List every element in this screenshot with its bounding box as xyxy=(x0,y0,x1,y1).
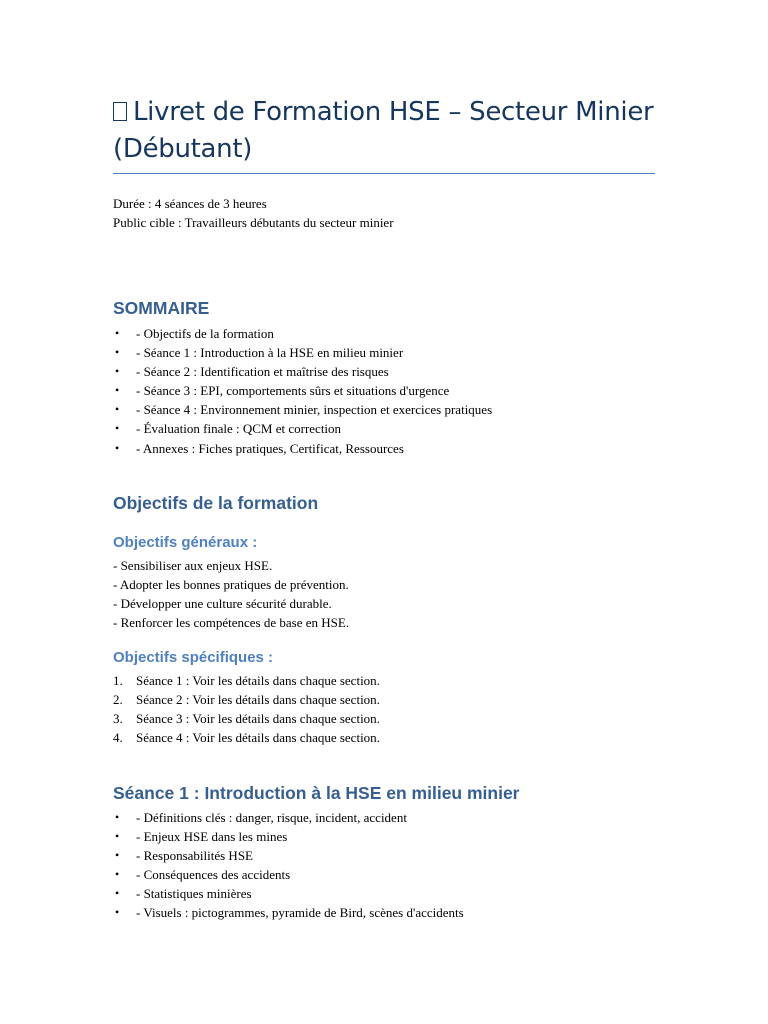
list-item: - Développer une culture sécurité durable. xyxy=(113,596,332,612)
list-item: • - Conséquences des accidents xyxy=(113,865,464,884)
list-item: 4. Séance 4 : Voir les détails dans chaque section. xyxy=(113,730,380,746)
bullet-icon: • xyxy=(115,383,120,398)
bullet-icon: • xyxy=(115,402,120,417)
list-item: • - Visuels : pictogrammes, pyramide de Bird, scènes d'accidents xyxy=(113,903,464,922)
bullet-icon: • xyxy=(115,364,120,379)
list-item: - Adopter les bonnes pratiques de prévention. xyxy=(113,577,349,593)
list-item: - Sensibiliser aux enjeux HSE. xyxy=(113,558,273,573)
sommaire-heading: SOMMAIRE xyxy=(113,298,210,318)
bullet-icon: • xyxy=(115,886,120,901)
objectifs-specifiques-list xyxy=(113,671,380,747)
document-title-text: Livret de Formation HSE – Secteur Minier (Débutant) xyxy=(113,97,654,164)
seance1-heading: Séance 1 : Introduction à la HSE en milieu minier xyxy=(113,783,520,803)
list-item: • - Responsabilités HSE xyxy=(113,846,464,865)
bullet-icon: • xyxy=(115,848,120,863)
bullet-icon: • xyxy=(115,867,120,882)
bullet-icon: • xyxy=(115,829,120,844)
list-item: 2. Séance 2 : Voir les détails dans chaque section. xyxy=(113,692,380,708)
list-item: • - Séance 2 : Identification et maîtrise des risques xyxy=(113,362,492,381)
bullet-icon: • xyxy=(115,810,120,824)
list-item: • - Évaluation finale : QCM et correction xyxy=(113,419,492,438)
objectifs-generaux-heading: Objectifs généraux : xyxy=(113,534,258,551)
seance1-list xyxy=(113,808,464,923)
objectifs-generaux-list xyxy=(113,556,349,632)
list-item: - Renforcer les compétences de base en HSE. xyxy=(113,615,350,631)
bullet-icon: • xyxy=(115,905,120,920)
bullet-icon: • xyxy=(115,440,120,455)
sommaire-list xyxy=(113,324,492,458)
missing-glyph-icon xyxy=(113,102,127,121)
list-item: • - Séance 4 : Environnement minier, inspection et exercices pratiques xyxy=(113,400,492,419)
document-title xyxy=(113,94,655,168)
meta-audience: Public cible : Travailleurs débutants du secteur minier xyxy=(113,215,394,230)
bullet-icon: • xyxy=(115,421,120,436)
list-item: 1. Séance 1 : Voir les détails dans chaque section. xyxy=(113,673,380,688)
objectifs-specifiques-heading: Objectifs spécifiques : xyxy=(113,649,274,666)
list-item: • - Séance 1 : Introduction à la HSE en milieu minier xyxy=(113,343,492,362)
title-underline xyxy=(113,173,655,174)
list-item: 3. Séance 3 : Voir les détails dans chaque section. xyxy=(113,711,380,727)
bullet-icon: • xyxy=(115,326,120,340)
objectifs-heading: Objectifs de la formation xyxy=(113,493,319,513)
bullet-icon: • xyxy=(115,345,120,360)
list-item: • - Statistiques minières xyxy=(113,884,464,903)
list-item: • - Définitions clés : danger, risque, incident, accident xyxy=(113,808,464,827)
list-item: • - Enjeux HSE dans les mines xyxy=(113,827,464,846)
list-item: • - Annexes : Fiches pratiques, Certificat, Ressources xyxy=(113,439,492,458)
list-item: • - Séance 3 : EPI, comportements sûrs et situations d'urgence xyxy=(113,381,492,400)
meta-duration: Durée : 4 séances de 3 heures xyxy=(113,196,267,211)
list-item: • - Objectifs de la formation xyxy=(113,324,492,343)
